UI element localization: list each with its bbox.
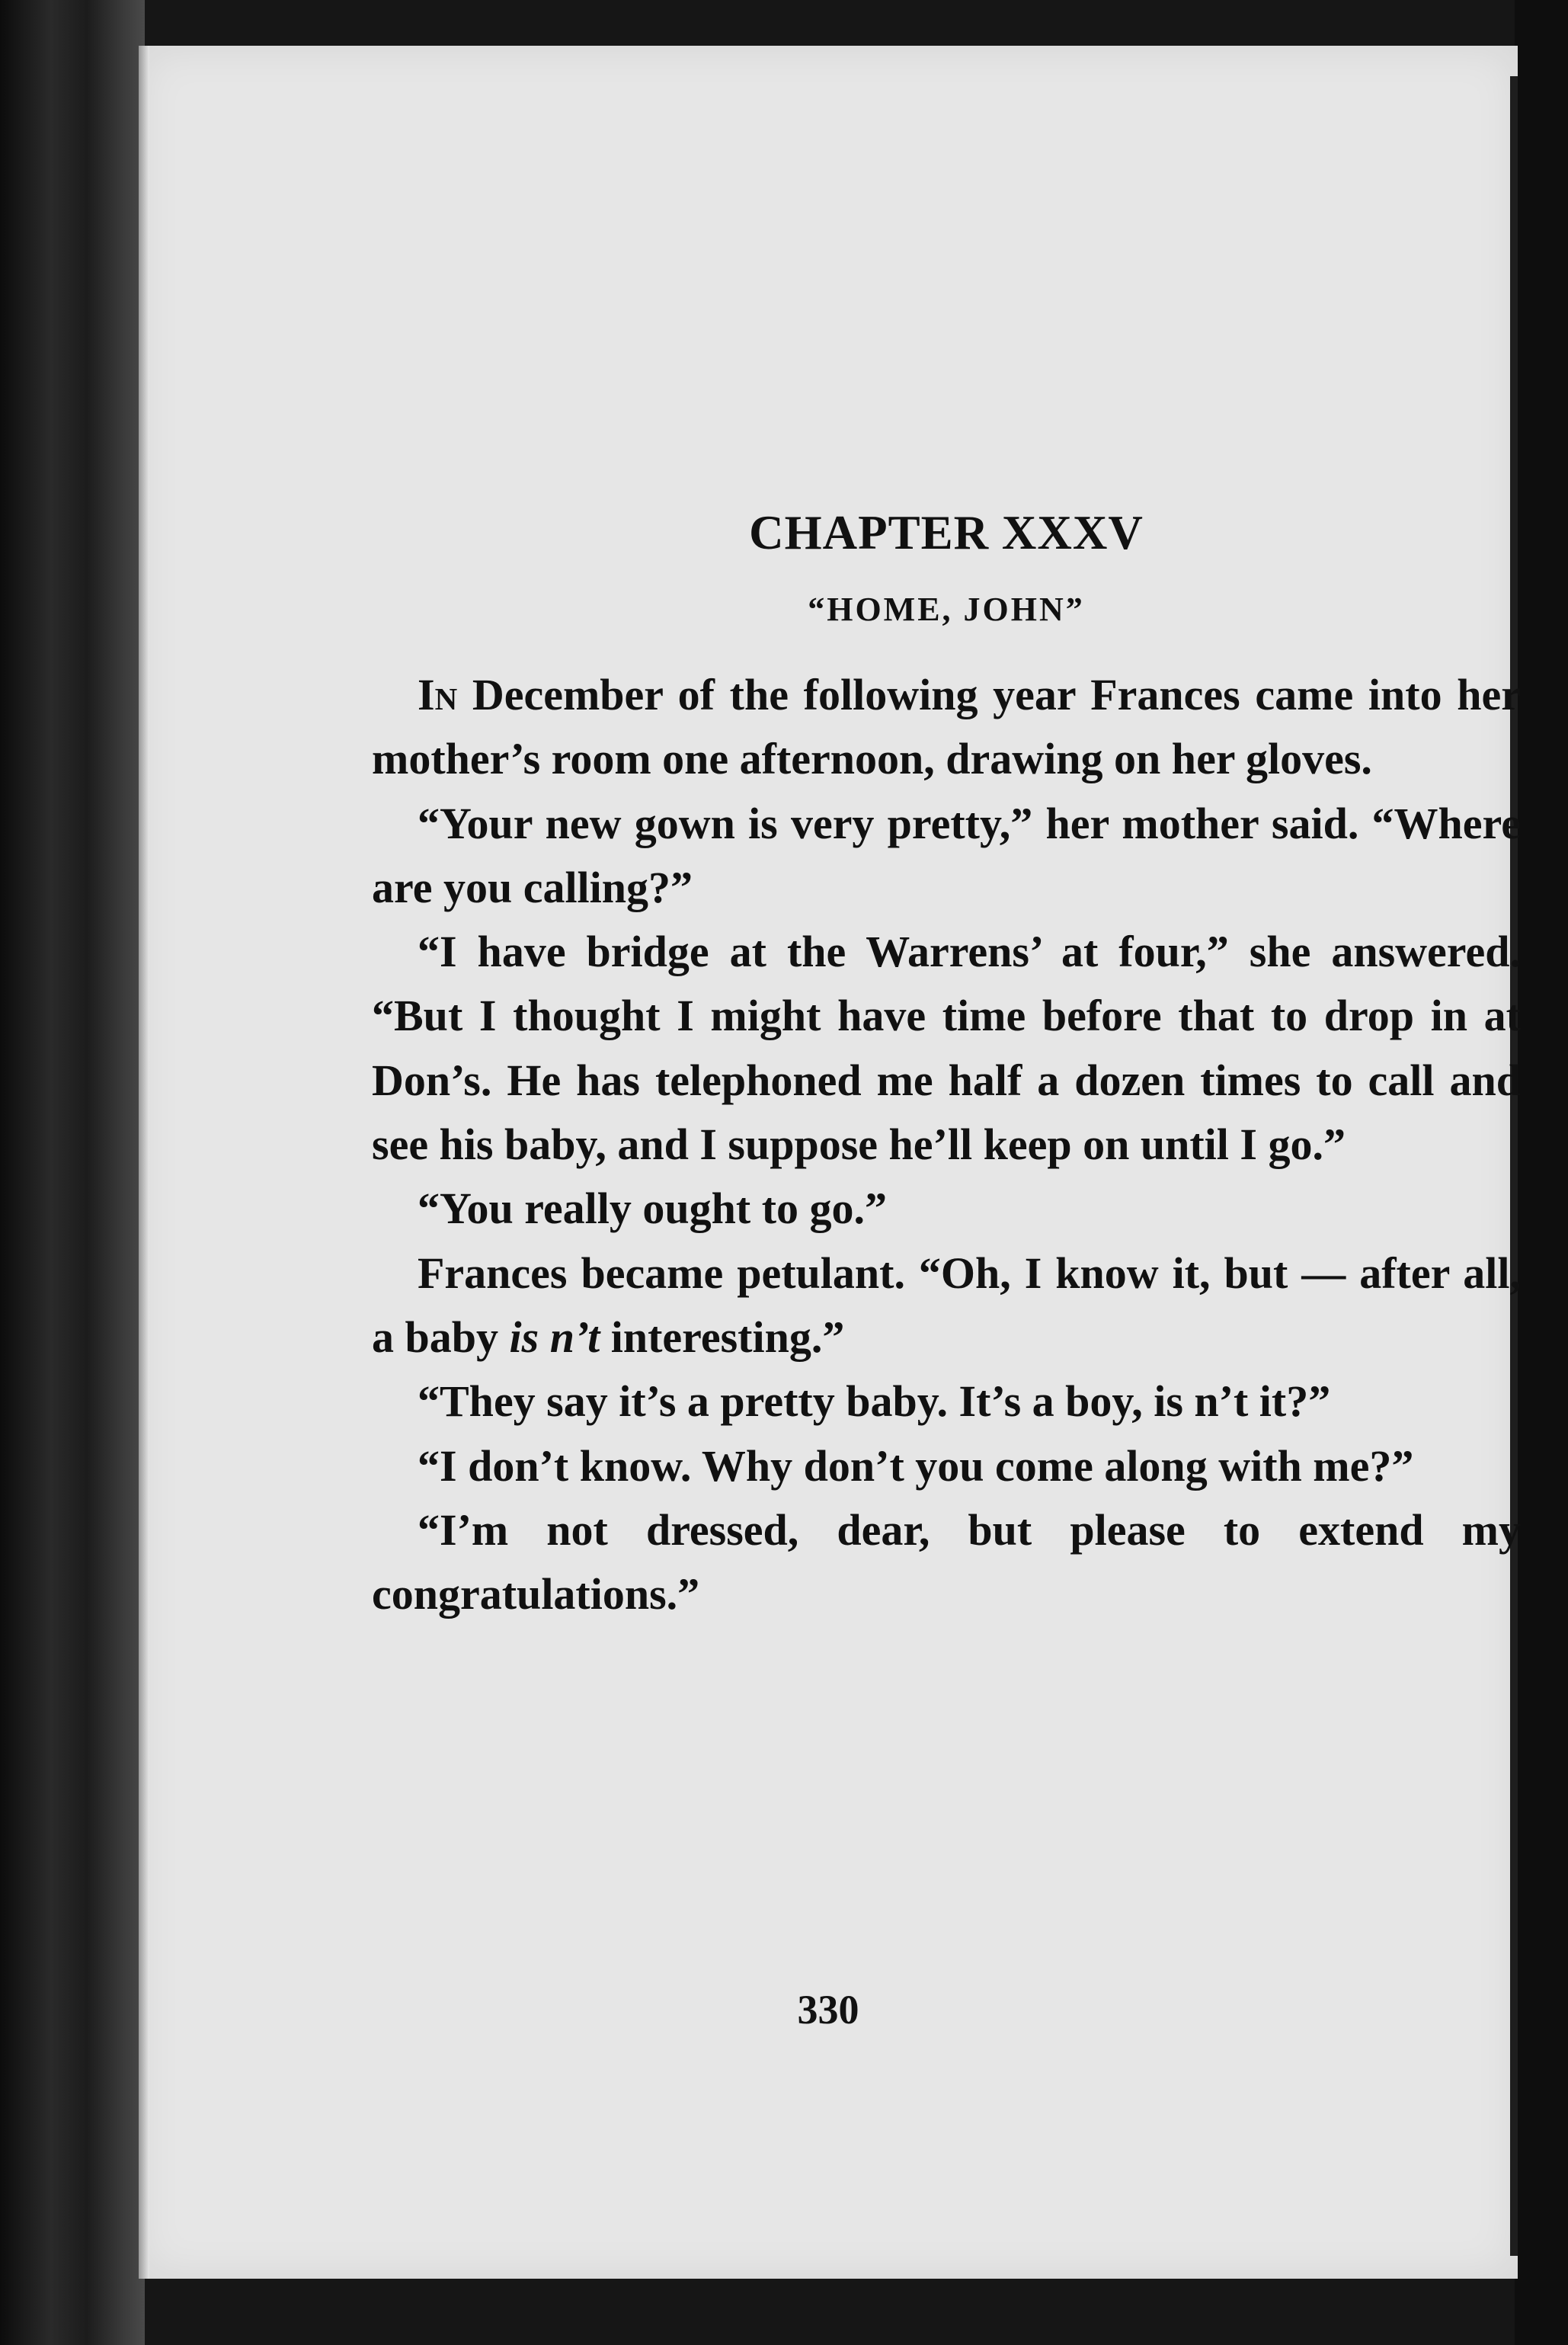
chapter-title: CHAPTER XXXV xyxy=(749,506,1144,559)
emphasis-text: is n’t xyxy=(509,1312,600,1362)
paragraph xyxy=(372,663,1521,792)
text-block xyxy=(372,503,1521,1626)
paragraph: “I don’t know. Why don’t you come along with me?” xyxy=(418,1440,1414,1491)
paragraph: “You really ought to go.” xyxy=(418,1184,888,1234)
paragraph: “I have bridge at the Warrens’ at four,” she answered. “But I thought I might have time before that to drop in at Don’s. He has telephoned me half a dozen times to call and see his baby, and I suppose he’ll keep on until I go.” xyxy=(372,927,1521,1170)
paragraph-text: Frances became petulant. “Oh, I know it, but — after all, a baby xyxy=(372,1248,1521,1362)
paragraph-text: interesting.” xyxy=(600,1312,845,1362)
book-spine xyxy=(0,0,145,2345)
scan-border xyxy=(1515,0,1568,2345)
paragraph: “I’m not dressed, dear, but please to extend my congratulations.” xyxy=(372,1504,1521,1619)
paragraph: “They say it’s a pretty baby. It’s a boy, is n’t it?” xyxy=(418,1376,1331,1427)
paragraph: “Your new gown is very pretty,” her mother said. “Where are you calling?” xyxy=(372,798,1521,912)
paragraph-lead-word: In xyxy=(418,670,458,719)
page xyxy=(139,46,1521,2279)
paragraph xyxy=(372,1241,1521,1370)
page-number: 330 xyxy=(797,1987,859,2033)
paragraph-text: December of the following year Frances came into her mother’s room one afternoon, drawing on her gloves. xyxy=(372,670,1521,784)
chapter-subtitle: “HOME, JOHN” xyxy=(808,591,1085,628)
page-gutter xyxy=(139,46,149,2279)
